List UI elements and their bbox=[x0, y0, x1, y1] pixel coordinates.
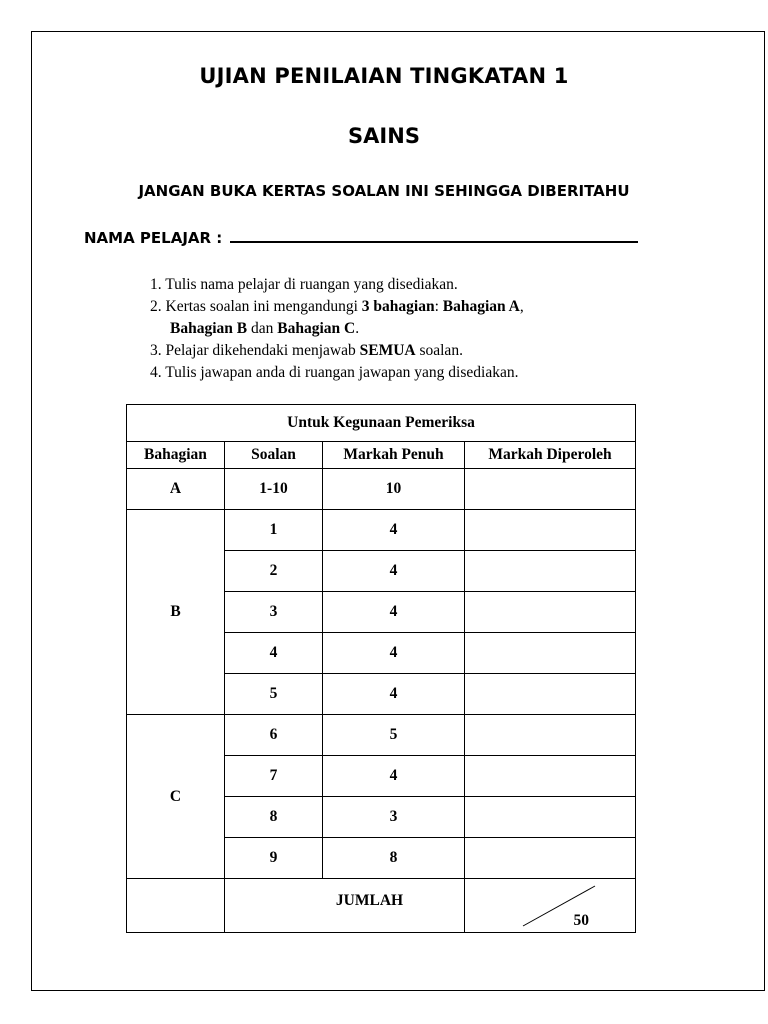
obtained-marks-cell[interactable] bbox=[465, 510, 636, 551]
instruction-1: 1. Tulis nama pelajar di ruangan yang disediakan. bbox=[150, 276, 458, 293]
instruction-2-section-a: Bahagian A bbox=[442, 298, 520, 315]
full-marks: 4 bbox=[323, 633, 465, 674]
table-caption: Untuk Kegunaan Pemeriksa bbox=[127, 405, 636, 442]
full-marks: 5 bbox=[323, 715, 465, 756]
table-caption-row bbox=[127, 405, 636, 442]
obtained-marks-cell[interactable] bbox=[465, 633, 636, 674]
diagonal-slash bbox=[465, 879, 636, 932]
student-name-label: NAMA PELAJAR : bbox=[84, 229, 223, 247]
question-number: 2 bbox=[225, 551, 323, 592]
full-marks: 4 bbox=[323, 510, 465, 551]
instruction-2-comma: , bbox=[519, 298, 524, 315]
instruction-3-all: SEMUA bbox=[359, 342, 416, 359]
question-number: 5 bbox=[225, 674, 323, 715]
full-marks: 8 bbox=[323, 838, 465, 879]
subject-title: SAINS bbox=[348, 124, 420, 148]
instruction-2-and: dan bbox=[247, 320, 278, 337]
section-label: C bbox=[127, 715, 225, 879]
total-label-cell bbox=[225, 879, 465, 933]
header-markah-penuh: Markah Penuh bbox=[323, 442, 465, 469]
full-marks: 3 bbox=[323, 797, 465, 838]
total-marks-cell[interactable] bbox=[465, 879, 636, 933]
table-header-row bbox=[127, 442, 636, 469]
obtained-marks-cell[interactable] bbox=[465, 797, 636, 838]
header-soalan: Soalan bbox=[225, 442, 323, 469]
total-empty-cell bbox=[127, 879, 225, 933]
question-number: 7 bbox=[225, 756, 323, 797]
obtained-marks-cell[interactable] bbox=[465, 469, 636, 510]
total-row bbox=[127, 879, 636, 933]
instruction-4: 4. Tulis jawapan anda di ruangan jawapan yang disediakan. bbox=[150, 364, 519, 381]
student-name-line bbox=[84, 228, 638, 247]
instructions-list bbox=[150, 274, 630, 384]
instruction-2-continued bbox=[150, 318, 630, 340]
instruction-3 bbox=[150, 340, 630, 362]
instruction-2-colon: : bbox=[434, 298, 443, 315]
full-marks: 4 bbox=[323, 674, 465, 715]
instruction-3-end: soalan. bbox=[415, 342, 463, 359]
full-marks: 4 bbox=[323, 551, 465, 592]
question-number: 6 bbox=[225, 715, 323, 756]
question-number: 1-10 bbox=[225, 469, 323, 510]
instruction-2-text: 2. Kertas soalan ini mengandungi bbox=[150, 298, 362, 315]
obtained-marks-cell[interactable] bbox=[465, 715, 636, 756]
student-name-blank[interactable] bbox=[230, 228, 638, 243]
total-value: 50 bbox=[573, 912, 589, 929]
header-bahagian: Bahagian bbox=[127, 442, 225, 469]
examiner-table bbox=[126, 404, 636, 933]
full-marks: 4 bbox=[323, 756, 465, 797]
instruction-2 bbox=[150, 296, 630, 318]
section-label: A bbox=[127, 469, 225, 510]
instruction-2-section-b: Bahagian B bbox=[170, 320, 248, 337]
instruction-3-text: 3. Pelajar dikehendaki menjawab bbox=[150, 342, 360, 359]
instruction-2-period: . bbox=[355, 320, 360, 337]
warning-notice: JANGAN BUKA KERTAS SOALAN INI SEHINGGA DIBERITAHU bbox=[138, 182, 630, 200]
section-label: B bbox=[127, 510, 225, 715]
table-row bbox=[127, 469, 636, 510]
full-marks: 10 bbox=[323, 469, 465, 510]
obtained-marks-cell[interactable] bbox=[465, 592, 636, 633]
obtained-marks-cell[interactable] bbox=[465, 674, 636, 715]
question-number: 8 bbox=[225, 797, 323, 838]
obtained-marks-cell[interactable] bbox=[465, 551, 636, 592]
exam-title: UJIAN PENILAIAN TINGKATAN 1 bbox=[199, 64, 569, 88]
total-label: JUMLAH bbox=[335, 891, 404, 909]
header-markah-diperoleh: Markah Diperoleh bbox=[465, 442, 636, 469]
obtained-marks-cell[interactable] bbox=[465, 838, 636, 879]
table-row bbox=[127, 715, 636, 756]
question-number: 4 bbox=[225, 633, 323, 674]
question-number: 3 bbox=[225, 592, 323, 633]
question-number: 9 bbox=[225, 838, 323, 879]
question-number: 1 bbox=[225, 510, 323, 551]
instruction-2-sections: 3 bahagian bbox=[361, 298, 435, 315]
full-marks: 4 bbox=[323, 592, 465, 633]
table-row bbox=[127, 510, 636, 551]
instruction-2-section-c: Bahagian C bbox=[277, 320, 356, 337]
obtained-marks-cell[interactable] bbox=[465, 756, 636, 797]
